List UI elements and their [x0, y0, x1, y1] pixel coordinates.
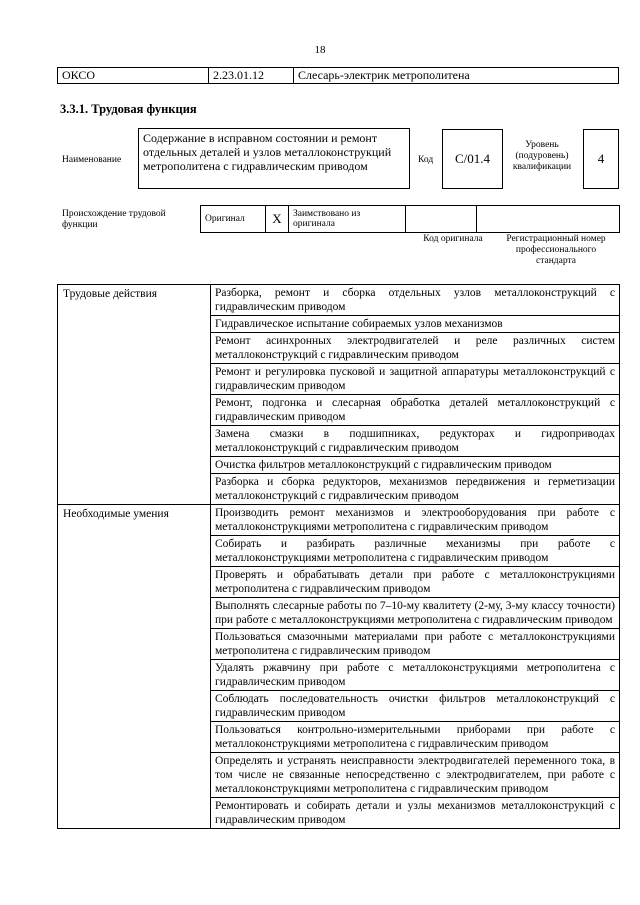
okso-table [57, 67, 619, 84]
original-mark: X [266, 206, 289, 233]
labor-action-item: Разборка, ремонт и сборка отдельных узлов металлоконструкций с гидравлическим приводом [211, 285, 620, 316]
skill-item: Проверять и обрабатывать детали при работе с металлоконструкциями метрополитена с гидравлическим приводом [211, 567, 620, 598]
level-label: Уровень (подуровень) квалификации [512, 140, 572, 172]
competency-table [57, 284, 620, 829]
section-title: 3.3.1. Трудовая функция [60, 102, 197, 116]
borrowed-label: Заимствовано из оригинала [289, 206, 406, 233]
labor-actions-label: Трудовые действия [58, 285, 211, 505]
origin-table [200, 205, 620, 233]
skills-label: Необходимые умения [58, 505, 211, 829]
code-original-caption: Код оригинала [423, 234, 483, 244]
okso-code: 2.23.01.12 [209, 68, 294, 84]
origin-label: Происхождение трудовой функции [62, 209, 166, 230]
skill-item: Производить ремонт механизмов и электрооборудования при работе с металлоконструкциями метрополитена с гидравлическим приводом [211, 505, 620, 536]
function-code: C/01.4 [442, 129, 503, 189]
original-label: Оригинал [201, 206, 266, 233]
skill-item: Определять и устранять неисправности электродвигателей переменного тока, в том числе не связанные непосредственно с электродвигателем, при работе с металлоконструкциями метрополитена с гидравлическим приводом [211, 753, 620, 798]
skill-item: Ремонтировать и собирать детали и узлы механизмов металлоконструкций с гидравлическим приводом [211, 798, 620, 829]
labor-action-item: Ремонт асинхронных электродвигателей и реле различных систем металлоконструкций с гидравлическим приводом [211, 333, 620, 364]
reg-number-caption: Регистрационный номер профессионального стандарта [506, 234, 606, 266]
okso-label: ОКСО [58, 68, 209, 84]
labor-action-item: Разборка и сборка редукторов, механизмов передвижения и герметизации металлоконструкций с гидравлическим приводом [211, 474, 620, 505]
okso-name: Слесарь-электрик метрополитена [294, 68, 619, 84]
labor-action-item: Очистка фильтров металлоконструкций с гидравлическим приводом [211, 457, 620, 474]
labor-action-item: Ремонт и регулировка пусковой и защитной аппаратуры металлоконструкций с гидравлическим приводом [211, 364, 620, 395]
name-label: Наименование [62, 155, 122, 165]
skill-item: Пользоваться контрольно-измерительными приборами при работе с металлоконструкциями метрополитена с гидравлическим приводом [211, 722, 620, 753]
skill-item: Удалять ржавчину при работе с металлоконструкциями метрополитена с гидравлическим приводом [211, 660, 620, 691]
page-number: 18 [314, 44, 326, 56]
reg-number-cell [477, 206, 620, 233]
labor-action-item: Ремонт, подгонка и слесарная обработка деталей металлоконструкций с гидравлическим приводом [211, 395, 620, 426]
function-name: Содержание в исправном состоянии и ремонт отдельных деталей и узлов металлоконструкций метрополитена с гидравлическим приводом [138, 128, 410, 189]
qualification-level: 4 [583, 129, 619, 189]
labor-action-item: Замена смазки в подшипниках, редукторах и гидроприводах металлоконструкций с гидравлическим приводом [211, 426, 620, 457]
skill-item: Собирать и разбирать различные механизмы при работе с металлоконструкциями метрополитена с гидравлическим приводом [211, 536, 620, 567]
code-original-cell [406, 206, 477, 233]
labor-action-item: Гидравлическое испытание собираемых узлов механизмов [211, 316, 620, 333]
code-label: Код [418, 155, 434, 165]
skill-item: Пользоваться смазочными материалами при работе с металлоконструкциями метрополитена с гидравлическим приводом [211, 629, 620, 660]
skill-item: Выполнять слесарные работы по 7–10-му квалитету (2-му, 3-му классу точности) при работе с металлоконструкциями метрополитена с гидравлическим приводом [211, 598, 620, 629]
skill-item: Соблюдать последовательность очистки фильтров металлоконструкций с гидравлическим приводом [211, 691, 620, 722]
